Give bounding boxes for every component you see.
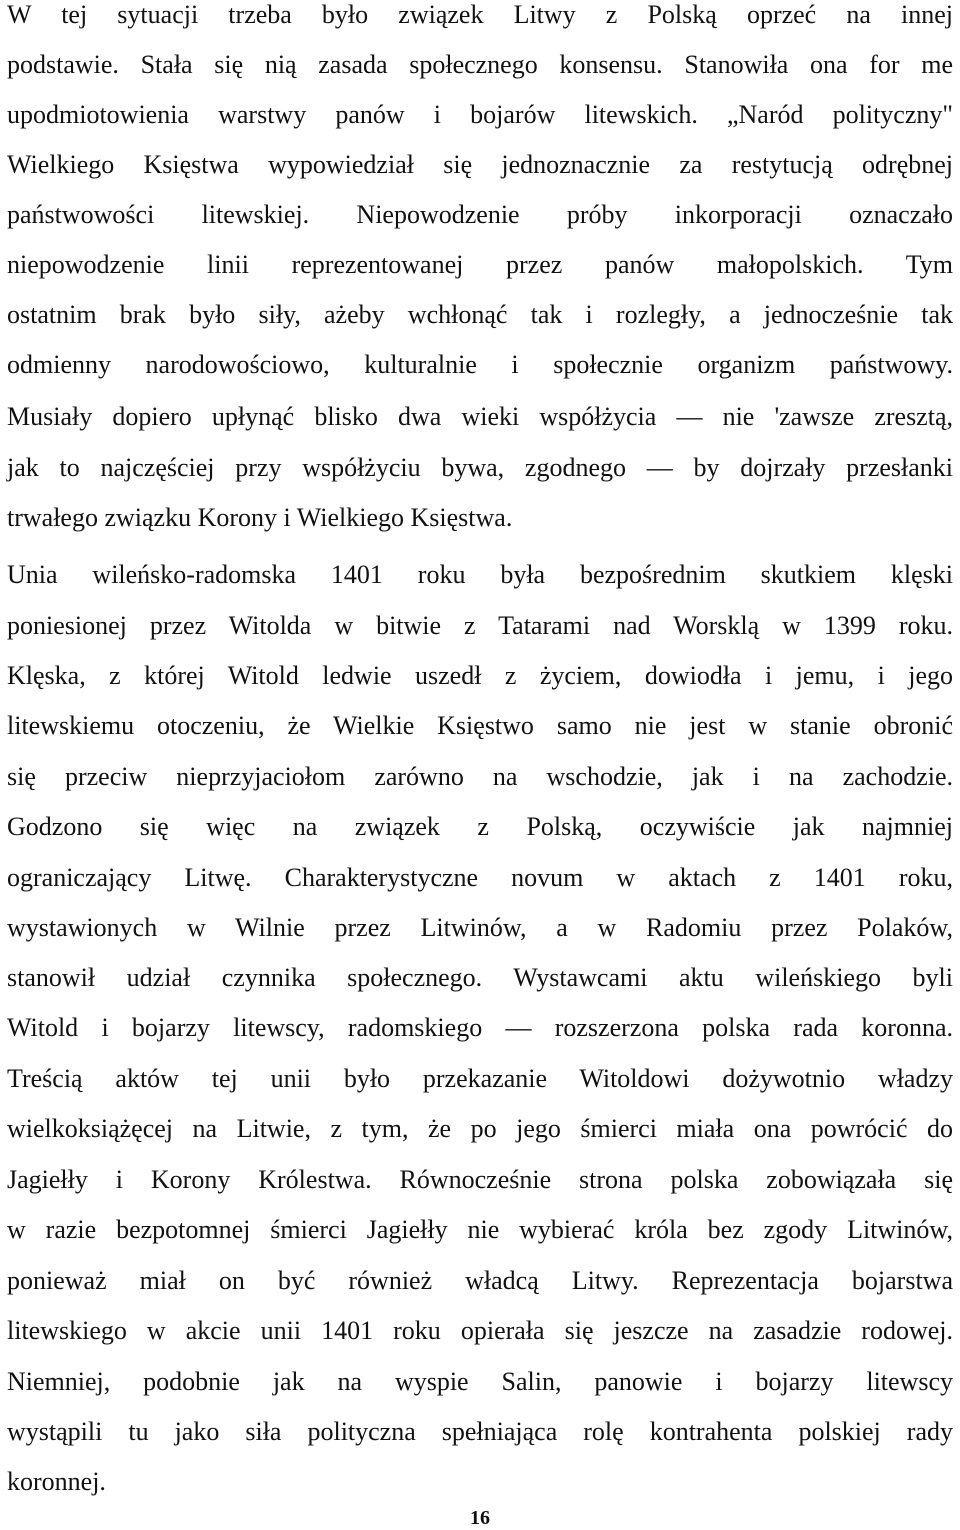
text-line: w razie bezpotomnej śmierci Jagiełły nie wybierać króla bez zgody Litwinów,: [7, 1215, 953, 1244]
text-line: Unia wileńsko-radomska 1401 roku była bezpośrednim skutkiem klęski: [7, 560, 953, 589]
text-line: W tej sytuacji trzeba było związek Litwy z Polską oprzeć na innej: [7, 0, 953, 29]
text-line: wystawionych w Wilnie przez Litwinów, a w Radomiu przez Polaków,: [7, 913, 953, 942]
text-line: Klęska, z której Witold ledwie uszedł z życiem, dowiodła i jemu, i jego: [7, 661, 953, 690]
text-line: litewskiego w akcie unii 1401 roku opierała się jeszcze na zasadzie rodowej.: [7, 1316, 953, 1345]
text-line: Musiały dopiero upłynąć blisko dwa wieki współżycia — nie 'zawsze zresztą,: [7, 402, 953, 431]
text-line: ostatnim brak było siły, ażeby wchłonąć tak i rozległy, a jednocześnie tak: [7, 300, 953, 329]
text-line: ograniczający Litwę. Charakterystyczne novum w aktach z 1401 roku,: [7, 863, 953, 892]
text-line: państwowości litewskiej. Niepowodzenie próby inkorporacji oznaczało: [7, 200, 953, 229]
text-line: się przeciw nieprzyjaciołom zarówno na wschodzie, jak i na zachodzie.: [7, 762, 953, 791]
text-line: Treścią aktów tej unii było przekazanie Witoldowi dożywotnio władzy: [7, 1064, 953, 1093]
page-number: 16: [470, 1507, 490, 1529]
text-line: koronnej.: [7, 1467, 106, 1496]
text-line: odmienny narodowościowo, kulturalnie i społecznie organizm państwowy.: [7, 350, 953, 379]
text-line: Niemniej, podobnie jak na wyspie Salin, panowie i bojarzy litewscy: [7, 1367, 953, 1396]
text-line: ponieważ miał on być również władcą Litwy. Reprezentacja bojarstwa: [7, 1266, 953, 1295]
text-line: Wielkiego Księstwa wypowiedział się jednoznacznie za restytucją odrębnej: [7, 150, 953, 179]
text-line: upodmiotowienia warstwy panów i bojarów litewskich. „Naród polityczny": [7, 100, 953, 129]
text-line: trwałego związku Korony i Wielkiego Księstwa.: [7, 503, 513, 532]
text-line: litewskiemu otoczeniu, że Wielkie Księstwo samo nie jest w stanie obronić: [7, 711, 953, 740]
text-line: wystąpili tu jako siła polityczna spełniająca rolę kontrahenta polskiej rady: [7, 1417, 953, 1446]
text-line: stanowił udział czynnika społecznego. Wystawcami aktu wileńskiego byli: [7, 963, 953, 992]
text-line: Godzono się więc na związek z Polską, oczywiście jak najmniej: [7, 812, 953, 841]
text-line: poniesionej przez Witolda w bitwie z Tatarami nad Worsklą w 1399 roku.: [7, 611, 953, 640]
text-line: jak to najczęściej przy współżyciu bywa, zgodnego — by dojrzały przesłanki: [7, 453, 953, 482]
text-line: Jagiełły i Korony Królestwa. Równocześnie strona polska zobowiązała się: [7, 1165, 953, 1194]
text-line: niepowodzenie linii reprezentowanej przez panów małopolskich. Tym: [7, 250, 953, 279]
text-line: podstawie. Stała się nią zasada społecznego konsensu. Stanowiła ona for me: [7, 50, 953, 79]
text-line: Witold i bojarzy litewscy, radomskiego — rozszerzona polska rada koronna.: [7, 1013, 953, 1042]
text-line: wielkoksiążęcej na Litwie, z tym, że po jego śmierci miała ona powrócić do: [7, 1114, 953, 1143]
